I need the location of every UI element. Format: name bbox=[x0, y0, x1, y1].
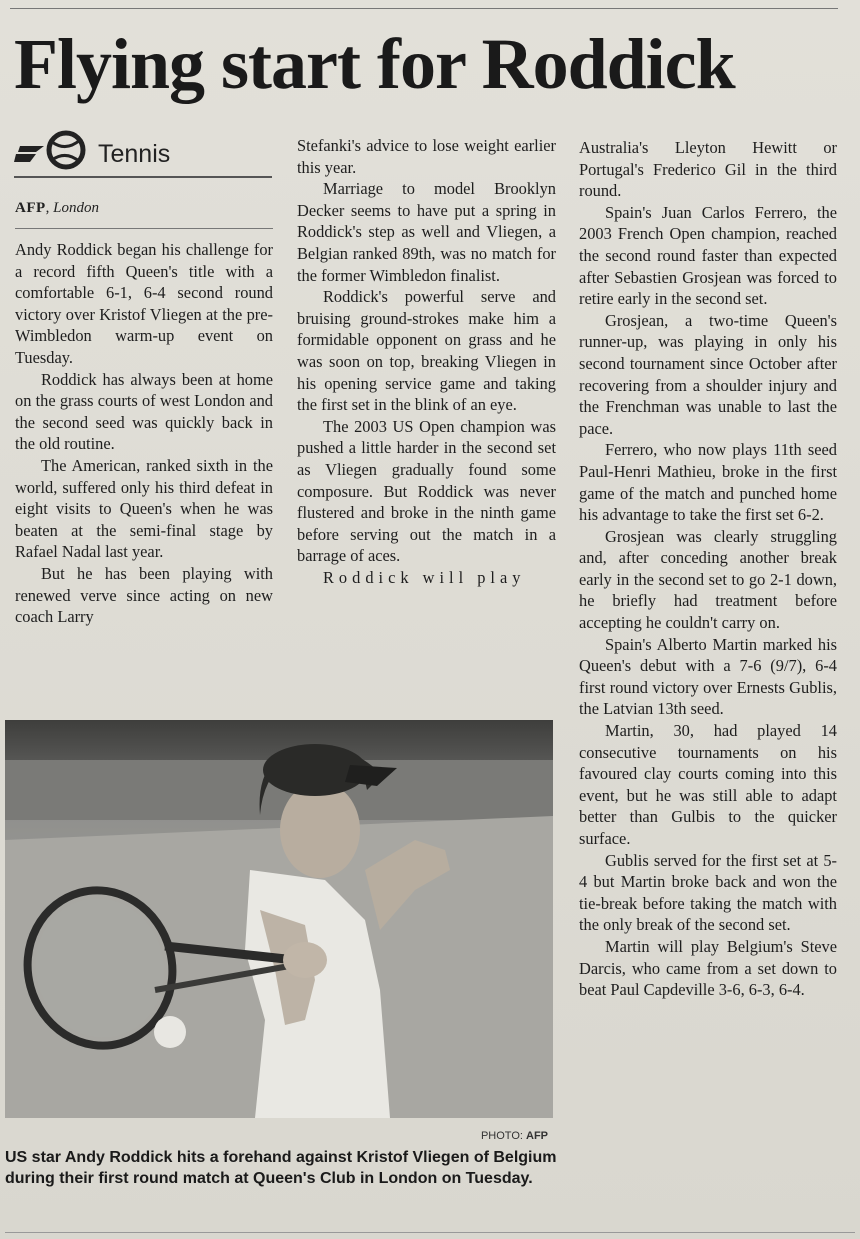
paragraph: The 2003 US Open champion was pushed a little harder in the second set as Vliegen gradually found some composure. But Roddick was never flustered and broke in the ninth game before serving out the match in a barrage of aces. bbox=[297, 416, 556, 566]
byline bbox=[15, 200, 99, 217]
byline-agency: AFP bbox=[15, 200, 46, 216]
paragraph: Spain's Juan Carlos Ferrero, the 2003 French Open champion, reached the second round faster than expected after Sebastien Grosjean was forced to retire early in the second set. bbox=[579, 202, 837, 309]
paragraph: Ferrero, who now plays 11th seed Paul-Henri Mathieu, broke in the first game of the match and punched home his advantage to take the first set 6-2. bbox=[579, 440, 837, 525]
paragraph: Roddick will play bbox=[323, 567, 526, 587]
section-tag bbox=[14, 126, 274, 178]
paragraph: The American, ranked sixth in the world, suffered only his third defeat in eight visits to Queen's when he was beaten at the semi-final stage by Rafael Nadal last year. bbox=[15, 455, 273, 562]
top-rule bbox=[10, 8, 838, 9]
paragraph: Roddick's powerful serve and bruising ground-strokes make him a formidable opponent on grass and he was soon on top, breaking Vliegen in his opening service game and taking the first set in the blink of an eye. bbox=[297, 287, 556, 415]
tennis-ball-icon bbox=[14, 130, 94, 170]
paragraph: Martin will play Belgium's Steve Darcis, who came from a set down to beat Paul Capdeville 3-6, 6-3, 6-4. bbox=[579, 936, 837, 1000]
paragraph: But he has been playing with renewed verve since acting on new coach Larry bbox=[15, 563, 273, 627]
paragraph: Gublis served for the first set at 5-4 but Martin broke back and won the tie-break before taking the match with the only break of the second set. bbox=[579, 850, 837, 935]
paragraph: Grosjean, a two-time Queen's runner-up, was playing in only his second tournament since October after recovering from a shoulder injury and the Frenchman was unable to last the pace. bbox=[579, 310, 837, 438]
paragraph: Martin, 30, had played 14 consecutive tournaments on his favoured clay courts coming into this event, but he was still able to adapt better than Gulbis to the quicker surface. bbox=[579, 721, 837, 848]
article-column-1 bbox=[15, 239, 273, 628]
paragraph: Stefanki's advice to lose weight earlier this year. bbox=[297, 136, 556, 177]
photo-credit bbox=[470, 1130, 548, 1142]
headline: Flying start for Roddick bbox=[14, 24, 735, 104]
tennis-player-photo bbox=[5, 720, 553, 1118]
section-rule bbox=[14, 176, 272, 178]
byline-rule bbox=[15, 228, 273, 229]
paragraph: Grosjean was clearly struggling and, after conceding another break early in the second set to go 2-1 down, he briefly had treatment before accepting he couldn't carry on. bbox=[579, 526, 837, 633]
paragraph: Australia's Lleyton Hewitt or Portugal's Frederico Gil in the third round. bbox=[579, 138, 837, 201]
paragraph: Spain's Alberto Martin marked his Queen's debut with a 7-6 (9/7), 6-4 first round victory over Ernests Gublis, the Latvian 13th seed. bbox=[579, 634, 837, 719]
section-label: Tennis bbox=[98, 140, 171, 168]
news-photo bbox=[5, 720, 553, 1118]
byline-separator: , bbox=[45, 200, 54, 216]
article-column-3 bbox=[579, 137, 837, 1001]
photo-caption: US star Andy Roddick hits a forehand against Kristof Vliegen of Belgium during their first round match at Queen's Club in London on Tuesday. bbox=[5, 1149, 557, 1187]
paragraph: Marriage to model Brooklyn Decker seems to have put a spring in Roddick's step as well and Vliegen, a Belgian ranked 89th, was no match for the former Wimbledon finalist. bbox=[297, 179, 556, 285]
photo-credit-prefix: PHOTO: bbox=[480, 1130, 526, 1142]
paragraph: Roddick has always been at home on the grass courts of west London and the second seed was quickly back in the old routine. bbox=[15, 369, 273, 454]
byline-city: London bbox=[53, 200, 100, 216]
article-column-2 bbox=[297, 135, 556, 588]
photo-credit-agency: AFP bbox=[526, 1130, 548, 1142]
bottom-rule bbox=[5, 1232, 855, 1233]
paragraph: Andy Roddick began his challenge for a record fifth Queen's title with a comfortable 6-1, 6-4 second round victory over Kristof Vliegen at the pre-Wimbledon warm-up event on Tuesday. bbox=[15, 240, 273, 367]
